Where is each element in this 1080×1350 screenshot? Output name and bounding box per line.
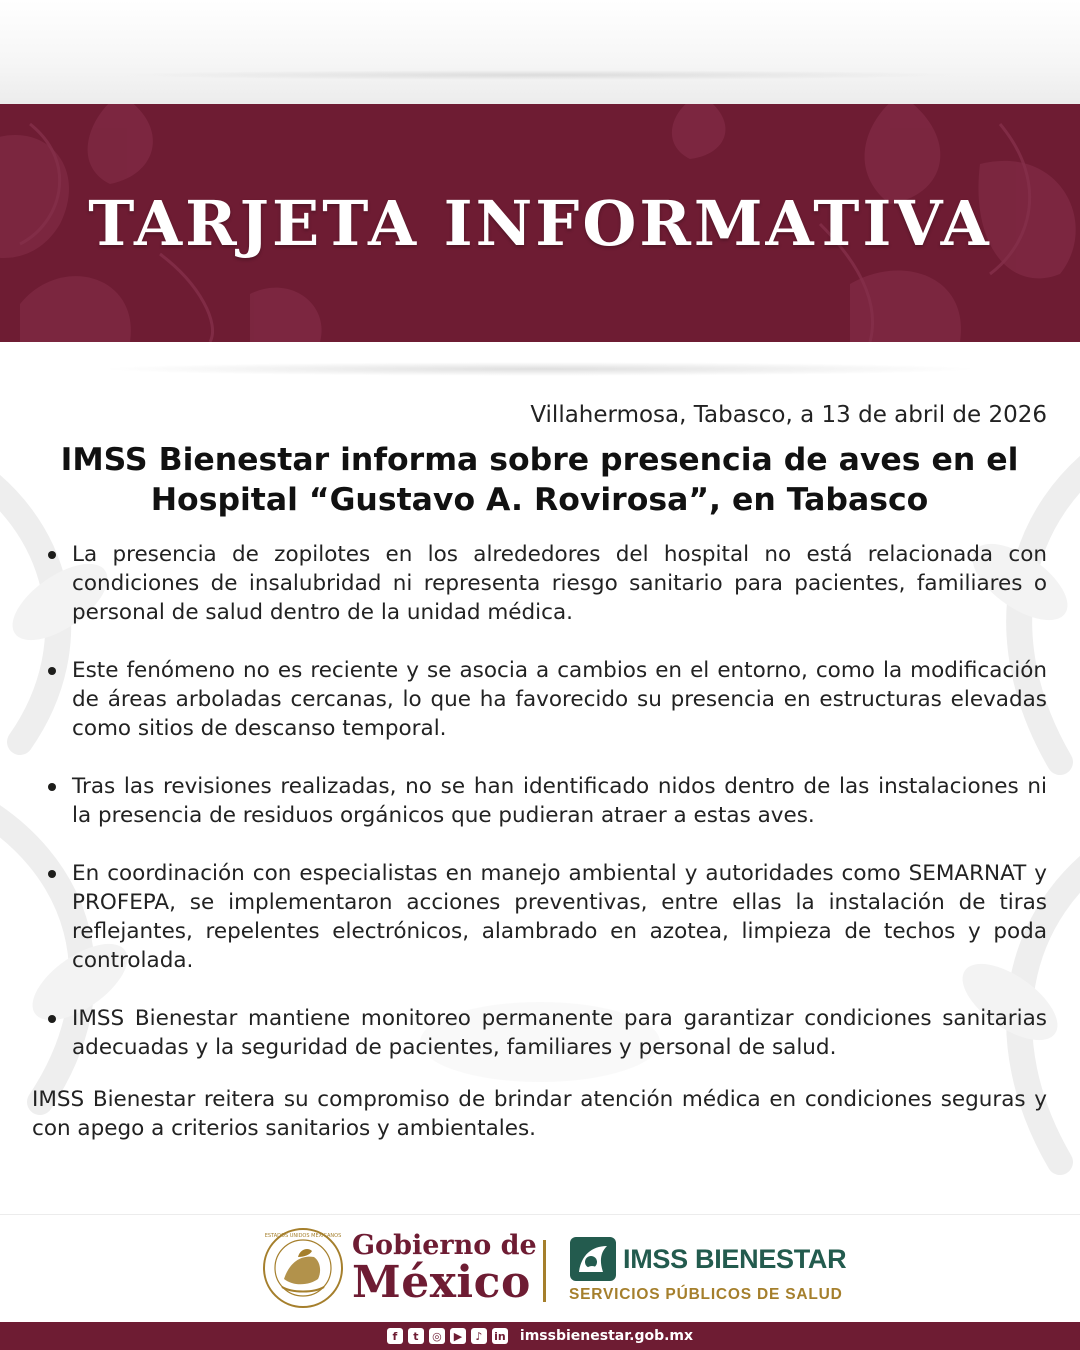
bullet-text: En coordinación con especialistas en manejo ambiental y autoridades como SEMARNAT y PROFEPA, se implementaron acciones preventivas, entre ellas la instalación de tiras reflejantes, repelentes electrónicos, alambrado en azotea, limpieza de techos y poda controlada. bbox=[72, 861, 1047, 973]
divider-shadow bbox=[100, 362, 980, 376]
imss-name: IMSS BIENESTAR bbox=[623, 1243, 847, 1274]
headline bbox=[32, 440, 1047, 520]
imss-logo-top bbox=[569, 1236, 846, 1282]
bottom-bar bbox=[0, 1322, 1080, 1350]
social-icons bbox=[387, 1328, 508, 1344]
gobierno-line-2: México bbox=[352, 1257, 531, 1308]
national-seal-icon bbox=[262, 1227, 344, 1309]
website-link[interactable]: imssbienestar.gob.mx bbox=[519, 1328, 694, 1344]
dateline: Villahermosa, Tabasco, a 13 de abril de 2026 bbox=[530, 402, 1047, 428]
facebook-icon[interactable]: f bbox=[387, 1328, 403, 1344]
bullet-text: La presencia de zopilotes en los alrededores del hospital no está relacionada con condiciones de insalubridad ni representa riesgo sanitario para pacientes, familiares o personal de salud dentro de la unidad médica. bbox=[72, 542, 1047, 625]
gobierno-de-mexico-logo bbox=[262, 1226, 537, 1310]
logo-divider bbox=[543, 1240, 546, 1302]
bullet-text: Este fenómeno no es reciente y se asocia a cambios en el entorno, como la modificación de áreas arboladas cercanas, lo que ha favorecido su presencia en estructuras elevadas como sitios de descanso temporal. bbox=[72, 658, 1047, 741]
bullet-dot-icon bbox=[48, 1015, 56, 1023]
footer bbox=[0, 1214, 1080, 1323]
bullet-item bbox=[72, 656, 1047, 743]
imss-subtitle: SERVICIOS PÚBLICOS DE SALUD bbox=[569, 1286, 843, 1303]
bullet-item bbox=[72, 772, 1047, 830]
twitter-icon[interactable]: t bbox=[408, 1328, 424, 1344]
banner-title: TARJETA INFORMATIVA bbox=[88, 186, 992, 260]
gobierno-text bbox=[352, 1230, 537, 1308]
header-banner bbox=[0, 104, 1080, 342]
instagram-icon[interactable]: ◎ bbox=[429, 1328, 445, 1344]
bullet-text: IMSS Bienestar mantiene monitoreo permanente para garantizar condiciones sanitarias adecuadas y la seguridad de pacientes, familiares y personal de salud. bbox=[72, 1006, 1047, 1060]
bullet-item bbox=[72, 540, 1047, 627]
bullet-dot-icon bbox=[48, 551, 56, 559]
bullet-item bbox=[72, 859, 1047, 975]
bullet-dot-icon bbox=[48, 783, 56, 791]
top-fade bbox=[0, 0, 1080, 104]
gobierno-line-1: Gobierno de bbox=[352, 1230, 537, 1261]
linkedin-icon[interactable]: in bbox=[492, 1328, 508, 1344]
headline-line-2: Hospital “Gustavo A. Rovirosa”, en Tabasco bbox=[150, 482, 929, 518]
bullet-dot-icon bbox=[48, 667, 56, 675]
document-body bbox=[32, 398, 1047, 1143]
seal-text: ESTADOS UNIDOS MEXICANOS bbox=[264, 1233, 342, 1239]
tiktok-icon[interactable]: ♪ bbox=[471, 1328, 487, 1344]
bullet-text: Tras las revisiones realizadas, no se han identificado nidos dentro de las instalaciones ni la presencia de residuos orgánicos que pudieran atraer a estas aves. bbox=[72, 774, 1047, 828]
imss-emblem-icon bbox=[569, 1236, 617, 1282]
bullet-list bbox=[32, 540, 1047, 1062]
closing-paragraph: IMSS Bienestar reitera su compromiso de brindar atención médica en condiciones seguras y con apego a criterios sanitarios y ambientales. bbox=[32, 1087, 1047, 1141]
bullet-dot-icon bbox=[48, 870, 56, 878]
headline-line-1: IMSS Bienestar informa sobre presencia de aves en el bbox=[60, 442, 1019, 478]
imss-bienestar-logo bbox=[569, 1236, 846, 1304]
bullet-item bbox=[72, 1004, 1047, 1062]
youtube-icon[interactable]: ▶ bbox=[450, 1328, 466, 1344]
